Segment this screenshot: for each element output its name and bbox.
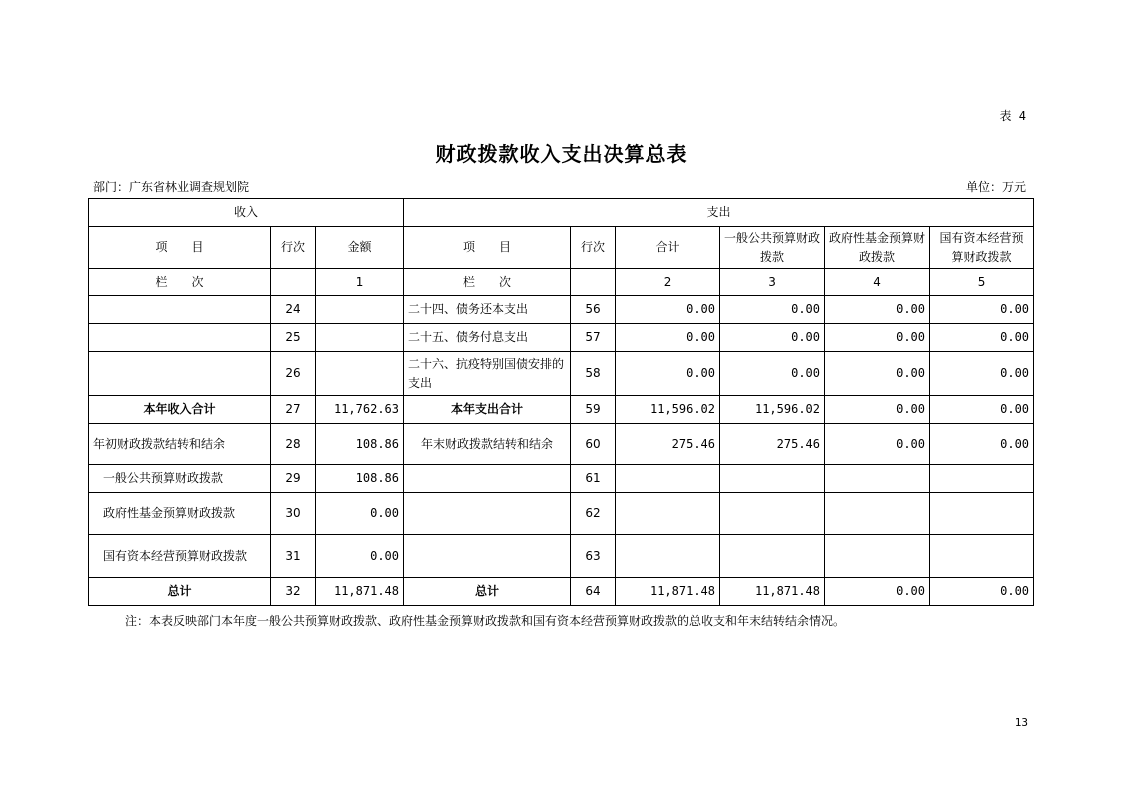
- state-capital-cell: [930, 493, 1034, 535]
- income-lanci: 栏 次: [89, 269, 271, 296]
- state-capital-cell: 0.00: [930, 396, 1034, 424]
- page-number: 13: [1014, 716, 1028, 729]
- fund-budget-cell: 0.00: [825, 396, 930, 424]
- footnote: 注：本表反映部门本年度一般公共预算财政拨款、政府性基金预算财政拨款和国有资本经营预算财政拨款的总收支和年末结转结余情况。: [125, 614, 846, 628]
- income-amount-cell: 0.00: [316, 493, 404, 535]
- budget-table: [88, 198, 1034, 606]
- expense-group-header: 支出: [404, 199, 1034, 227]
- expense-lanci: 栏 次: [404, 269, 571, 296]
- income-item-cell: 总计: [89, 578, 271, 606]
- table-row: [89, 535, 1034, 578]
- empty-cell: [571, 269, 616, 296]
- income-rowno-cell: 28: [271, 424, 316, 465]
- state-capital-cell: 0.00: [930, 296, 1034, 324]
- income-amount-cell: [316, 296, 404, 324]
- col-index-4: 4: [825, 269, 930, 296]
- expense-item-cell: 总计: [404, 578, 571, 606]
- col-index-5: 5: [930, 269, 1034, 296]
- income-rowno-cell: 31: [271, 535, 316, 578]
- expense-item-cell: [404, 465, 571, 493]
- expense-rowno-cell: 58: [571, 352, 616, 396]
- income-item-cell: 本年收入合计: [89, 396, 271, 424]
- total-cell: 11,596.02: [616, 396, 720, 424]
- income-amount-cell: [316, 352, 404, 396]
- state-capital-cell: [930, 465, 1034, 493]
- income-item-cell: [89, 352, 271, 396]
- fund-budget-cell: [825, 465, 930, 493]
- income-amount-cell: [316, 324, 404, 352]
- expense-rowno-cell: 63: [571, 535, 616, 578]
- expense-item-cell: 二十四、债务还本支出: [404, 296, 571, 324]
- fund-budget-cell: 0.00: [825, 352, 930, 396]
- general-budget-cell: 0.00: [720, 352, 825, 396]
- amount-header: 金额: [316, 227, 404, 269]
- income-amount-cell: 108.86: [316, 424, 404, 465]
- expense-rowno-cell: 56: [571, 296, 616, 324]
- table-row: [89, 396, 1034, 424]
- income-rowno-cell: 24: [271, 296, 316, 324]
- fund-budget-cell: 0.00: [825, 424, 930, 465]
- expense-rowno-cell: 64: [571, 578, 616, 606]
- department-label: 部门：广东省林业调查规划院: [93, 180, 250, 194]
- expense-item-cell: 二十五、债务付息支出: [404, 324, 571, 352]
- income-amount-cell: 108.86: [316, 465, 404, 493]
- expense-rowno-cell: 59: [571, 396, 616, 424]
- state-capital-cell: [930, 535, 1034, 578]
- general-budget-cell: 11,871.48: [720, 578, 825, 606]
- income-item-header: 项 目: [89, 227, 271, 269]
- page-title: 财政拨款收入支出决算总表: [435, 142, 688, 166]
- expense-item-cell: 年末财政拨款结转和结余: [404, 424, 571, 465]
- income-item-cell: 年初财政拨款结转和结余: [89, 424, 271, 465]
- table-row: [89, 352, 1034, 396]
- table-row: [89, 296, 1034, 324]
- income-amount-cell: 0.00: [316, 535, 404, 578]
- expense-item-header: 项 目: [404, 227, 571, 269]
- total-header: 合计: [616, 227, 720, 269]
- fund-budget-cell: [825, 535, 930, 578]
- expense-item-cell: 二十六、抗疫特别国债安排的支出: [404, 352, 571, 396]
- expense-rowno-cell: 57: [571, 324, 616, 352]
- fund-budget-cell: 0.00: [825, 578, 930, 606]
- income-rowno-cell: 25: [271, 324, 316, 352]
- expense-item-cell: [404, 493, 571, 535]
- general-budget-cell: 0.00: [720, 296, 825, 324]
- table-row: [89, 578, 1034, 606]
- income-rowno-cell: 32: [271, 578, 316, 606]
- fund-budget-cell: [825, 493, 930, 535]
- total-cell: 0.00: [616, 324, 720, 352]
- table-row: [89, 324, 1034, 352]
- state-capital-header: 国有资本经营预算财政拨款: [930, 227, 1034, 269]
- income-rowno-cell: 27: [271, 396, 316, 424]
- income-rowno-header: 行次: [271, 227, 316, 269]
- total-cell: 0.00: [616, 352, 720, 396]
- expense-rowno-cell: 62: [571, 493, 616, 535]
- total-cell: 0.00: [616, 296, 720, 324]
- fund-budget-cell: 0.00: [825, 296, 930, 324]
- general-budget-cell: 0.00: [720, 324, 825, 352]
- column-index-row: [89, 269, 1034, 296]
- column-header-row: [89, 227, 1034, 269]
- general-budget-cell: [720, 465, 825, 493]
- empty-cell: [271, 269, 316, 296]
- total-cell: 11,871.48: [616, 578, 720, 606]
- general-budget-header: 一般公共预算财政拨款: [720, 227, 825, 269]
- table-number-label: 表 4: [999, 109, 1026, 123]
- expense-item-cell: [404, 535, 571, 578]
- total-cell: 275.46: [616, 424, 720, 465]
- expense-item-cell: 本年支出合计: [404, 396, 571, 424]
- table-row: [89, 424, 1034, 465]
- income-item-cell: 国有资本经营预算财政拨款: [89, 535, 271, 578]
- state-capital-cell: 0.00: [930, 578, 1034, 606]
- fund-budget-header: 政府性基金预算财政拨款: [825, 227, 930, 269]
- general-budget-cell: [720, 535, 825, 578]
- unit-label: 单位：万元: [965, 180, 1026, 194]
- expense-rowno-cell: 60: [571, 424, 616, 465]
- col-index-1: 1: [316, 269, 404, 296]
- col-index-2: 2: [616, 269, 720, 296]
- income-item-cell: 政府性基金预算财政拨款: [89, 493, 271, 535]
- income-group-header: 收入: [89, 199, 404, 227]
- income-rowno-cell: 29: [271, 465, 316, 493]
- total-cell: [616, 493, 720, 535]
- general-budget-cell: 11,596.02: [720, 396, 825, 424]
- fund-budget-cell: 0.00: [825, 324, 930, 352]
- income-item-cell: 一般公共预算财政拨款: [89, 465, 271, 493]
- income-item-cell: [89, 324, 271, 352]
- state-capital-cell: 0.00: [930, 424, 1034, 465]
- total-cell: [616, 535, 720, 578]
- state-capital-cell: 0.00: [930, 352, 1034, 396]
- table-row: [89, 465, 1034, 493]
- income-rowno-cell: 26: [271, 352, 316, 396]
- group-header-row: [89, 199, 1034, 227]
- table-row: [89, 493, 1034, 535]
- income-item-cell: [89, 296, 271, 324]
- income-rowno-cell: 30: [271, 493, 316, 535]
- col-index-3: 3: [720, 269, 825, 296]
- general-budget-cell: [720, 493, 825, 535]
- total-cell: [616, 465, 720, 493]
- state-capital-cell: 0.00: [930, 324, 1034, 352]
- income-amount-cell: 11,762.63: [316, 396, 404, 424]
- expense-rowno-header: 行次: [571, 227, 616, 269]
- general-budget-cell: 275.46: [720, 424, 825, 465]
- income-amount-cell: 11,871.48: [316, 578, 404, 606]
- expense-rowno-cell: 61: [571, 465, 616, 493]
